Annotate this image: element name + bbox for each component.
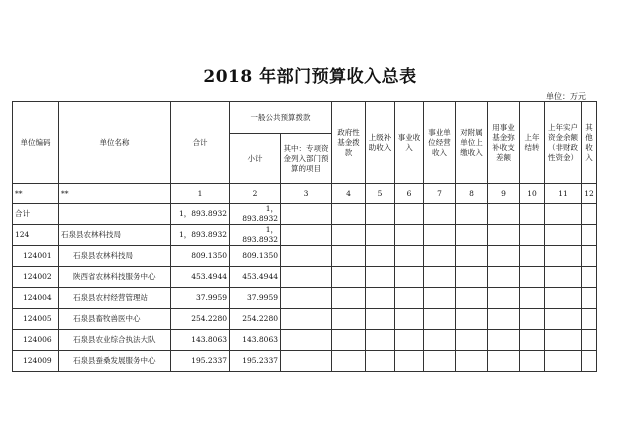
cell-subtotal: 254.2280 xyxy=(230,309,281,330)
index-row xyxy=(13,184,597,204)
index-cell: 9 xyxy=(488,184,520,204)
cell-subtotal: 1，893.8932 xyxy=(230,225,281,246)
cell-name: 石泉县畜牧兽医中心 xyxy=(59,309,171,330)
table-row xyxy=(13,351,597,372)
header-code: 单位编码 xyxy=(13,102,59,184)
header-prior-balance: 上年实户资金余额（非财政性资金） xyxy=(545,102,582,184)
cell-subtotal: 37.9959 xyxy=(230,288,281,309)
cell-code: 124 xyxy=(13,225,59,246)
page-title: 2018 年部门预算收入总表 xyxy=(203,67,417,87)
header-superior-subsidy: 上级补助收入 xyxy=(366,102,395,184)
header-name: 单位名称 xyxy=(59,102,171,184)
cell-subtotal: 143.8063 xyxy=(230,330,281,351)
index-cell: 7 xyxy=(424,184,456,204)
header-subtotal: 小计 xyxy=(230,134,281,184)
header-special: 其中：专项资金列入部门预算的项目 xyxy=(281,134,332,184)
header-fund-cover: 用事业基金弥补收支差额 xyxy=(488,102,520,184)
table-row xyxy=(13,204,597,225)
index-cell: 5 xyxy=(366,184,395,204)
budget-income-table xyxy=(12,101,597,372)
index-cell: 8 xyxy=(456,184,488,204)
cell-total: 254.2280 xyxy=(171,309,230,330)
table-row xyxy=(13,246,597,267)
cell-code: 124004 xyxy=(13,288,59,309)
header-business-income: 事业收入 xyxy=(395,102,424,184)
index-cell: 2 xyxy=(230,184,281,204)
header-other: 其他收入 xyxy=(582,102,597,184)
index-cell: 4 xyxy=(332,184,366,204)
table-row xyxy=(13,330,597,351)
index-cell: 6 xyxy=(395,184,424,204)
cell-total: 809.1350 xyxy=(171,246,230,267)
cell-code: 合计 xyxy=(13,204,59,225)
cell-code: 124009 xyxy=(13,351,59,372)
cell-name xyxy=(59,204,171,225)
cell-name: 石泉县农林科技局 xyxy=(59,246,171,267)
cell-code: 124002 xyxy=(13,267,59,288)
header-carryover: 上年结转 xyxy=(520,102,545,184)
index-cell: 1 xyxy=(171,184,230,204)
cell-total: 1，893.8932 xyxy=(171,225,230,246)
header-operation-income: 事业单位经营收入 xyxy=(424,102,456,184)
cell-total: 453.4944 xyxy=(171,267,230,288)
index-cell: 10 xyxy=(520,184,545,204)
cell-subtotal: 1，893.8932 xyxy=(230,204,281,225)
cell-name: 石泉县蚕桑发展服务中心 xyxy=(59,351,171,372)
header-general-budget: 一般公共预算拨款 xyxy=(230,102,332,134)
table-row xyxy=(13,288,597,309)
cell-subtotal: 453.4944 xyxy=(230,267,281,288)
index-cell: ** xyxy=(59,184,171,204)
cell-total: 1，893.8932 xyxy=(171,204,230,225)
cell-name: 石泉县农村经营管理站 xyxy=(59,288,171,309)
unit-label: 单位：万元 xyxy=(546,92,586,101)
cell-subtotal: 809.1350 xyxy=(230,246,281,267)
cell-name: 陕西省农林科技服务中心 xyxy=(59,267,171,288)
table-row xyxy=(13,225,597,246)
cell-code: 124001 xyxy=(13,246,59,267)
header-gov-fund: 政府性基金拨款 xyxy=(332,102,366,184)
index-cell: 12 xyxy=(582,184,597,204)
table-row xyxy=(13,267,597,288)
cell-total: 143.8063 xyxy=(171,330,230,351)
index-cell: 3 xyxy=(281,184,332,204)
index-cell: 11 xyxy=(545,184,582,204)
cell-subtotal: 195.2337 xyxy=(230,351,281,372)
header-total: 合计 xyxy=(171,102,230,184)
cell-total: 37.9959 xyxy=(171,288,230,309)
table-row xyxy=(13,309,597,330)
index-cell: ** xyxy=(13,184,59,204)
cell-code: 124005 xyxy=(13,309,59,330)
cell-name: 石泉县农林科技局 xyxy=(59,225,171,246)
cell-name: 石泉县农业综合执法大队 xyxy=(59,330,171,351)
cell-code: 124006 xyxy=(13,330,59,351)
header-affiliated: 对附属单位上缴收入 xyxy=(456,102,488,184)
cell-total: 195.2337 xyxy=(171,351,230,372)
